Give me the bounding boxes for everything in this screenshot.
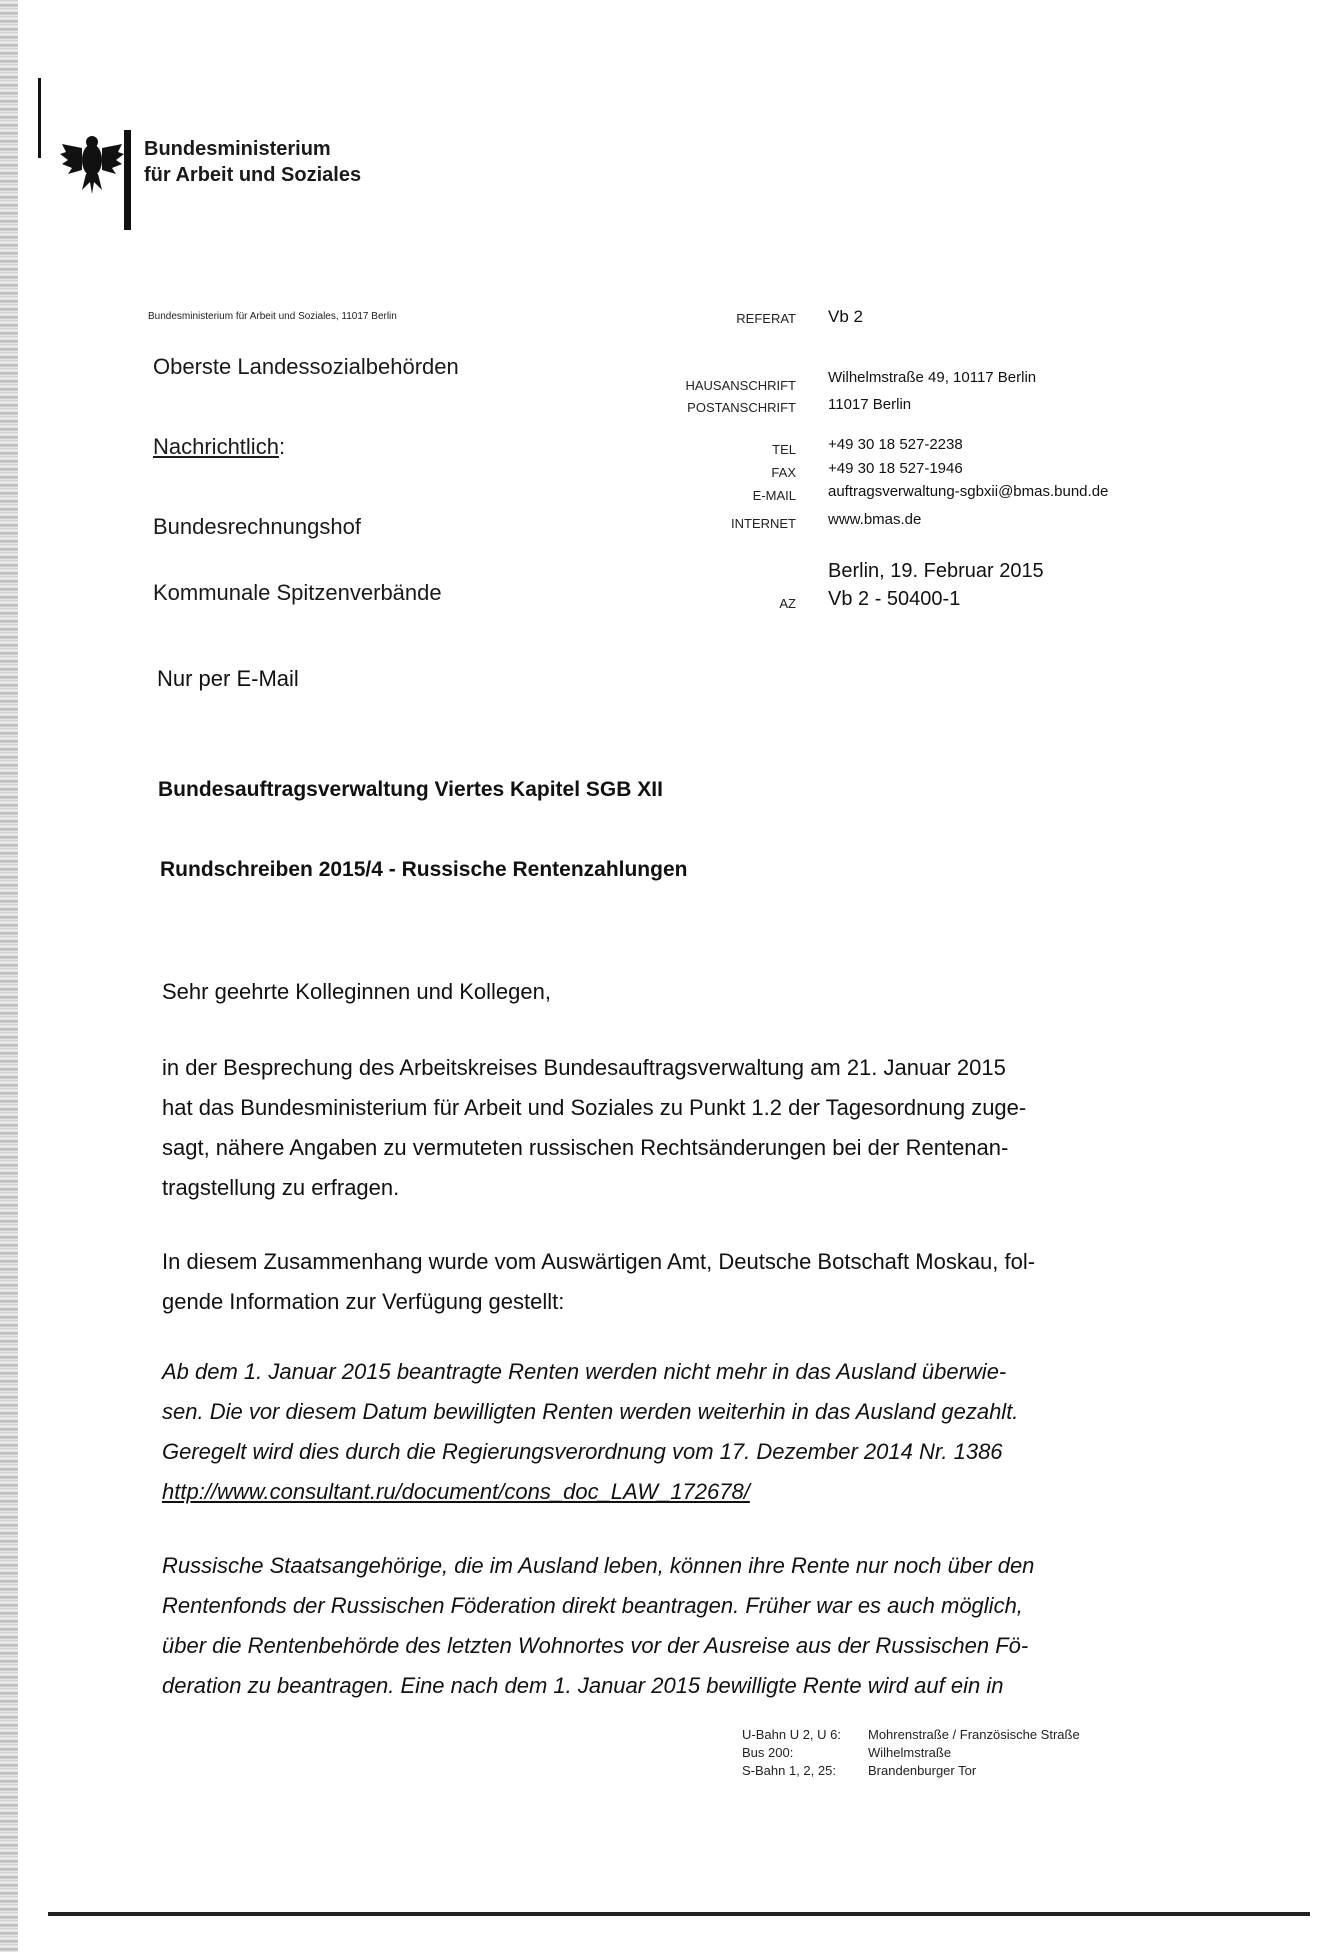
transit-line: U-Bahn U 2, U 6:	[742, 1727, 841, 1742]
recipient-primary: Oberste Landessozialbehörden	[153, 354, 459, 379]
internet-value[interactable]: www.bmas.de	[828, 511, 922, 528]
cc-colon: :	[278, 434, 286, 459]
transit-stop: Brandenburger Tor	[868, 1763, 977, 1778]
quote-line: Russische Staatsangehörige, die im Ausland leben, können ihre Rente nur noch über den	[162, 1553, 1035, 1578]
subject-line-2: Rundschreiben 2015/4 - Russische Rentenzahlungen	[160, 858, 688, 881]
paragraph-2	[162, 1242, 1082, 1322]
ministry-name	[144, 136, 361, 188]
cc-heading	[153, 434, 285, 460]
paragraph-line: in der Besprechung des Arbeitskreises Bundesauftragsverwaltung am 21. Januar 2015	[162, 1055, 1006, 1080]
quote-2	[162, 1546, 1082, 1706]
decree-link[interactable]: http://www.consultant.ru/document/cons_doc_LAW_172678/	[162, 1479, 750, 1504]
quote-line: über die Rentenbehörde des letzten Wohnortes vor der Ausreise aus der Russischen Fö-	[162, 1633, 1029, 1658]
letter-date: Berlin, 19. Februar 2015	[828, 560, 1044, 582]
referat-label: REFERAT	[736, 311, 796, 326]
salutation: Sehr geehrte Kolleginnen und Kollegen,	[162, 979, 551, 1004]
paragraph-line: tragstellung zu erfragen.	[162, 1175, 400, 1200]
hausanschrift-label: HAUSANSCHRIFT	[685, 378, 796, 393]
margin-mark	[38, 78, 41, 158]
cc-label: Nachrichtlich	[153, 434, 279, 459]
referat-value: Vb 2	[828, 307, 863, 326]
bottom-rule	[48, 1912, 1310, 1916]
ministry-line-2: für Arbeit und Soziales	[144, 164, 362, 186]
quote-1	[162, 1352, 1082, 1512]
internet-label: INTERNET	[731, 516, 796, 531]
postanschrift-label: POSTANSCHRIFT	[687, 400, 796, 415]
transit-line: Bus 200:	[742, 1745, 794, 1760]
transit-stops	[868, 1726, 1080, 1780]
tel-label: TEL	[772, 442, 796, 457]
fax-label: FAX	[771, 465, 796, 480]
ministry-line-1: Bundesministerium	[144, 138, 331, 160]
hausanschrift-value: Wilhelmstraße 49, 10117 Berlin	[828, 369, 1037, 386]
paragraph-1	[162, 1048, 1082, 1208]
paragraph-line: In diesem Zusammenhang wurde vom Auswärtigen Amt, Deutsche Botschaft Moskau, fol-	[162, 1249, 1036, 1274]
transit-line: S-Bahn 1, 2, 25:	[742, 1763, 836, 1778]
delivery-note: Nur per E-Mail	[157, 666, 299, 691]
quote-line: deration zu beantragen. Eine nach dem 1. Januar 2015 bewilligte Rente wird auf ein in	[162, 1673, 1004, 1698]
email-value[interactable]: auftragsverwaltung-sgbxii@bmas.bund.de	[828, 483, 1109, 500]
sender-return-address: Bundesministerium für Arbeit und Soziales, 11017 Berlin	[148, 311, 397, 322]
scan-edge	[0, 0, 18, 1952]
recipient-cc-2: Kommunale Spitzenverbände	[153, 580, 442, 605]
az-label: AZ	[779, 596, 796, 611]
tel-value: +49 30 18 527-2238	[828, 436, 963, 453]
quote-line: sen. Die vor diesem Datum bewilligten Renten werden weiterhin in das Ausland gezahlt.	[162, 1399, 1019, 1424]
federal-eagle-icon	[58, 130, 126, 198]
subject-line-1: Bundesauftragsverwaltung Viertes Kapitel SGB XII	[158, 778, 663, 801]
recipient-cc-1: Bundesrechnungshof	[153, 514, 361, 539]
quote-line: Rentenfonds der Russischen Föderation direkt beantragen. Früher war es auch möglich,	[162, 1593, 1023, 1618]
az-value: Vb 2 - 50400-1	[828, 588, 961, 610]
quote-line: Geregelt wird dies durch die Regierungsverordnung vom 17. Dezember 2014 Nr. 1386	[162, 1439, 1003, 1464]
quote-line: Ab dem 1. Januar 2015 beantragte Renten werden nicht mehr in das Ausland überwie-	[162, 1359, 1007, 1384]
paragraph-line: gende Information zur Verfügung gestellt:	[162, 1289, 565, 1314]
paragraph-line: sagt, nähere Angaben zu vermuteten russischen Rechtsänderungen bei der Rentenan-	[162, 1135, 1009, 1160]
email-label: E-MAIL	[752, 488, 796, 503]
postanschrift-value: 11017 Berlin	[828, 396, 912, 413]
logo-bar	[124, 130, 131, 230]
paragraph-line: hat das Bundesministerium für Arbeit und Soziales zu Punkt 1.2 der Tagesordnung zuge-	[162, 1095, 1027, 1120]
fax-value: +49 30 18 527-1946	[828, 460, 963, 477]
transit-stop: Mohrenstraße / Französische Straße	[868, 1727, 1080, 1742]
transit-stop: Wilhelmstraße	[868, 1745, 952, 1760]
transit-lines	[742, 1726, 841, 1780]
